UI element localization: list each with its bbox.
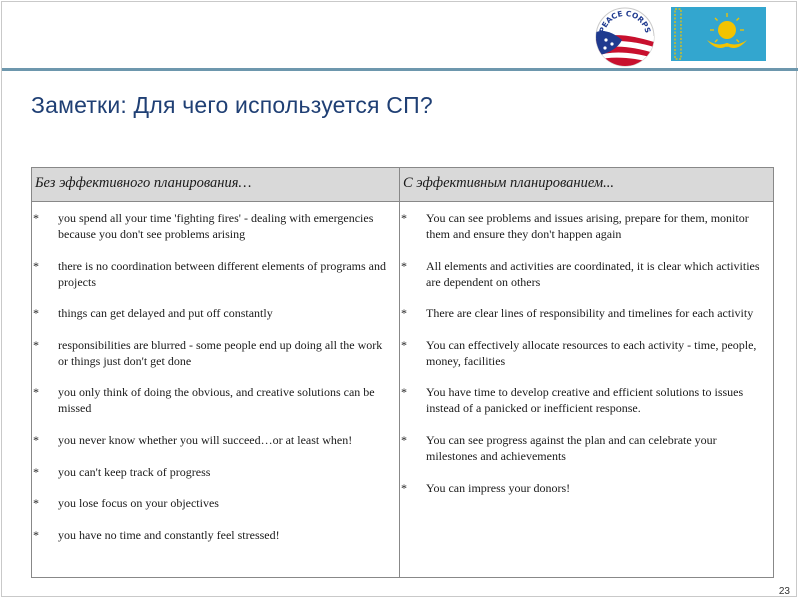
peace-corps-arc-text: PEACE CORPS <box>597 8 653 34</box>
bullet-star: * <box>401 337 407 352</box>
page-number: 23 <box>778 586 790 597</box>
without-planning-list <box>32 210 393 543</box>
bullet-star: * <box>401 432 407 447</box>
without-planning-item <box>32 527 393 543</box>
page-title: Заметки: Для чего используется СП? <box>31 92 433 118</box>
without-planning-item <box>32 305 393 321</box>
bullet-star: * <box>33 337 39 352</box>
bullet-star: * <box>33 464 39 479</box>
bullet-star: * <box>401 211 407 225</box>
without-planning-item <box>32 337 393 369</box>
comparison-table <box>31 167 774 578</box>
with-planning-item <box>400 384 767 416</box>
without-planning-item <box>32 432 393 448</box>
bullet-star: * <box>33 527 39 542</box>
with-planning-item <box>400 258 767 290</box>
without-planning-item-text: you spend all your time 'fighting fires' - dealing with emergencies because you don't see problems arising <box>58 211 374 241</box>
with-planning-item <box>400 432 767 464</box>
without-planning-item-text: you lose focus on your objectives <box>58 496 219 511</box>
bullet-star: * <box>33 385 39 400</box>
without-planning-item <box>32 464 393 480</box>
bullet-star: * <box>33 258 39 273</box>
column-with-planning <box>400 202 774 578</box>
with-planning-item <box>400 210 767 242</box>
with-planning-item-text: All elements and activities are coordinated, it is clear which activities are dependent on others <box>426 258 760 289</box>
bullet-star: * <box>401 258 407 273</box>
without-planning-item <box>32 210 393 242</box>
bullet-star: * <box>401 385 407 400</box>
without-planning-item-text: there is no coordination between different elements of programs and projects <box>58 258 387 289</box>
without-planning-item-text: you can't keep track of progress <box>58 464 211 479</box>
without-planning-item-text: you never know whether you will succeed…or at least when! <box>58 432 353 447</box>
with-planning-item-text: There are clear lines of responsibility and timelines for each activity <box>426 306 754 321</box>
without-planning-item-text: you have no time and constantly feel stressed! <box>58 527 280 542</box>
with-planning-item-text: You can see problems and issues arising, prepare for them, monitor them and ensure they don't happen again <box>426 211 749 241</box>
without-planning-item <box>32 258 393 290</box>
without-planning-item-text: you only think of doing the obvious, and creative solutions can be missed <box>58 385 375 416</box>
column-without-planning <box>32 202 400 578</box>
without-planning-item <box>32 495 393 511</box>
header-with-planning: С эффективным планированием... <box>400 168 774 202</box>
bullet-star: * <box>401 480 407 495</box>
with-planning-item-text: You can see progress against the plan and can celebrate your milestones and achievements <box>426 432 717 463</box>
with-planning-item <box>400 305 767 321</box>
without-planning-item-text: things can get delayed and put off constantly <box>58 306 273 321</box>
peace-corps-logo <box>594 6 656 68</box>
without-planning-item <box>32 384 393 416</box>
bullet-star: * <box>33 432 39 447</box>
with-planning-item-text: You can impress your donors! <box>426 480 571 495</box>
header-rule <box>2 68 798 71</box>
without-planning-item-text: responsibilities are blurred - some people end up doing all the work or things just don't get done <box>58 337 383 368</box>
bullet-star: * <box>33 211 39 225</box>
with-planning-list <box>400 210 767 496</box>
with-planning-item-text: You have time to develop creative and efficient solutions to issues instead of a panicked or inefficient response. <box>426 385 744 416</box>
bullet-star: * <box>33 306 39 321</box>
with-planning-item-text: You can effectively allocate resources to each activity - time, people, money, facilities <box>426 337 757 368</box>
bullet-star: * <box>33 496 39 511</box>
with-planning-item <box>400 337 767 369</box>
with-planning-item <box>400 480 767 496</box>
bullet-star: * <box>401 306 407 321</box>
header-without-planning: Без эффективного планирования… <box>32 168 400 202</box>
kazakhstan-flag <box>671 7 766 61</box>
